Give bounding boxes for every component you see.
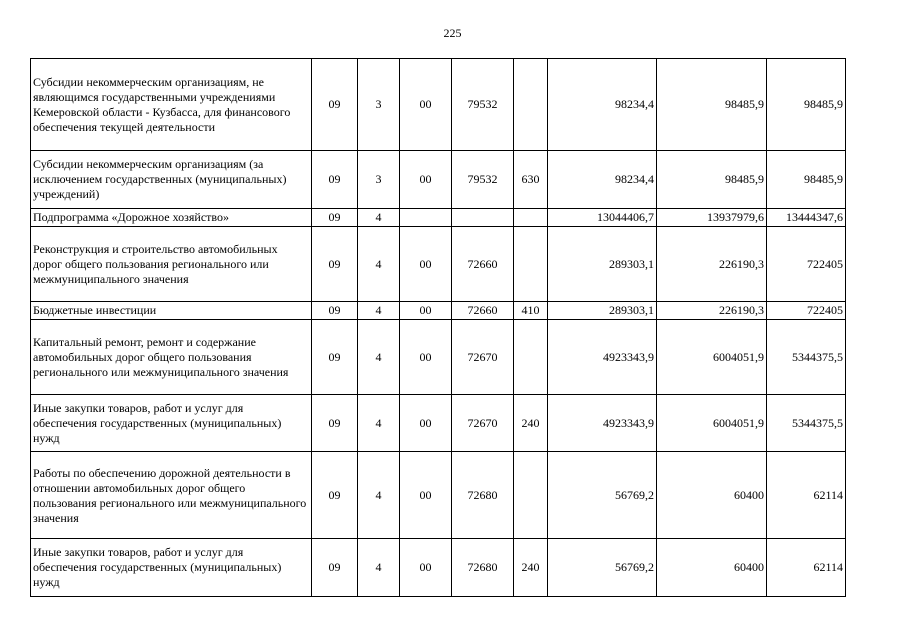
subprogram-code: 4 [358, 539, 400, 597]
row-name: Субсидии некоммерческим организациям, не являющимся государственными учреждениями Кемеровской области - Кузбасса, для финансового обеспечения текущей деятельности [31, 59, 312, 151]
row-name: Иные закупки товаров, работ и услуг для обеспечения государственных (муниципальных) нужд [31, 539, 312, 597]
subprogram-code: 4 [358, 320, 400, 395]
table-row [31, 227, 846, 302]
expense-type-code [514, 227, 548, 302]
expense-type-code [514, 59, 548, 151]
section-code: 09 [312, 395, 358, 452]
direction-code: 79532 [452, 59, 514, 151]
subprogram-code: 3 [358, 59, 400, 151]
table-row [31, 151, 846, 209]
amount-year-2: 13937979,6 [657, 209, 767, 227]
table-row [31, 452, 846, 539]
amount-year-1: 56769,2 [548, 539, 657, 597]
event-code: 00 [400, 395, 452, 452]
section-code: 09 [312, 320, 358, 395]
row-name: Капитальный ремонт, ремонт и содержание автомобильных дорог общего пользования регионального или межмуниципального значения [31, 320, 312, 395]
amount-year-1: 56769,2 [548, 452, 657, 539]
table-row [31, 302, 846, 320]
amount-year-3: 98485,9 [767, 59, 846, 151]
direction-code: 79532 [452, 151, 514, 209]
amount-year-3: 722405 [767, 227, 846, 302]
amount-year-3: 98485,9 [767, 151, 846, 209]
direction-code: 72670 [452, 395, 514, 452]
amount-year-3: 62114 [767, 452, 846, 539]
amount-year-3: 5344375,5 [767, 395, 846, 452]
event-code: 00 [400, 59, 452, 151]
page-number: 225 [443, 26, 462, 40]
section-code: 09 [312, 452, 358, 539]
amount-year-1: 289303,1 [548, 227, 657, 302]
amount-year-2: 226190,3 [657, 227, 767, 302]
subprogram-code: 4 [358, 302, 400, 320]
event-code: 00 [400, 539, 452, 597]
amount-year-3: 722405 [767, 302, 846, 320]
amount-year-1: 4923343,9 [548, 395, 657, 452]
expense-type-code: 630 [514, 151, 548, 209]
direction-code [452, 209, 514, 227]
direction-code: 72670 [452, 320, 514, 395]
direction-code: 72660 [452, 227, 514, 302]
event-code: 00 [400, 452, 452, 539]
amount-year-1: 289303,1 [548, 302, 657, 320]
table-row [31, 320, 846, 395]
row-name: Реконструкция и строительство автомобильных дорог общего пользования регионального или межмуниципального значения [31, 227, 312, 302]
amount-year-1: 98234,4 [548, 59, 657, 151]
amount-year-2: 226190,3 [657, 302, 767, 320]
subprogram-code: 4 [358, 452, 400, 539]
subprogram-code: 3 [358, 151, 400, 209]
expense-type-code: 240 [514, 539, 548, 597]
row-name: Субсидии некоммерческим организациям (за исключением государственных (муниципальных) учреждений) [31, 151, 312, 209]
direction-code: 72660 [452, 302, 514, 320]
expense-type-code: 410 [514, 302, 548, 320]
table-row [31, 539, 846, 597]
event-code [400, 209, 452, 227]
subprogram-code: 4 [358, 227, 400, 302]
subprogram-code: 4 [358, 209, 400, 227]
amount-year-1: 13044406,7 [548, 209, 657, 227]
section-code: 09 [312, 59, 358, 151]
table-row [31, 395, 846, 452]
subprogram-code: 4 [358, 395, 400, 452]
amount-year-1: 98234,4 [548, 151, 657, 209]
expense-type-code: 240 [514, 395, 548, 452]
amount-year-2: 6004051,9 [657, 395, 767, 452]
row-name: Работы по обеспечению дорожной деятельности в отношении автомобильных дорог общего пользования регионального или межмуниципального значения [31, 452, 312, 539]
section-code: 09 [312, 151, 358, 209]
amount-year-2: 98485,9 [657, 59, 767, 151]
section-code: 09 [312, 227, 358, 302]
event-code: 00 [400, 151, 452, 209]
table-row [31, 209, 846, 227]
row-name: Подпрограмма «Дорожное хозяйство» [31, 209, 312, 227]
amount-year-3: 5344375,5 [767, 320, 846, 395]
row-name: Иные закупки товаров, работ и услуг для обеспечения государственных (муниципальных) нужд [31, 395, 312, 452]
event-code: 00 [400, 302, 452, 320]
event-code: 00 [400, 320, 452, 395]
amount-year-3: 62114 [767, 539, 846, 597]
event-code: 00 [400, 227, 452, 302]
table-row [31, 59, 846, 151]
expense-type-code [514, 452, 548, 539]
amount-year-2: 6004051,9 [657, 320, 767, 395]
amount-year-2: 60400 [657, 539, 767, 597]
section-code: 09 [312, 209, 358, 227]
direction-code: 72680 [452, 452, 514, 539]
row-name: Бюджетные инвестиции [31, 302, 312, 320]
expense-type-code [514, 209, 548, 227]
section-code: 09 [312, 302, 358, 320]
amount-year-2: 98485,9 [657, 151, 767, 209]
amount-year-3: 13444347,6 [767, 209, 846, 227]
direction-code: 72680 [452, 539, 514, 597]
expense-type-code [514, 320, 548, 395]
amount-year-1: 4923343,9 [548, 320, 657, 395]
amount-year-2: 60400 [657, 452, 767, 539]
section-code: 09 [312, 539, 358, 597]
budget-table [30, 58, 846, 597]
